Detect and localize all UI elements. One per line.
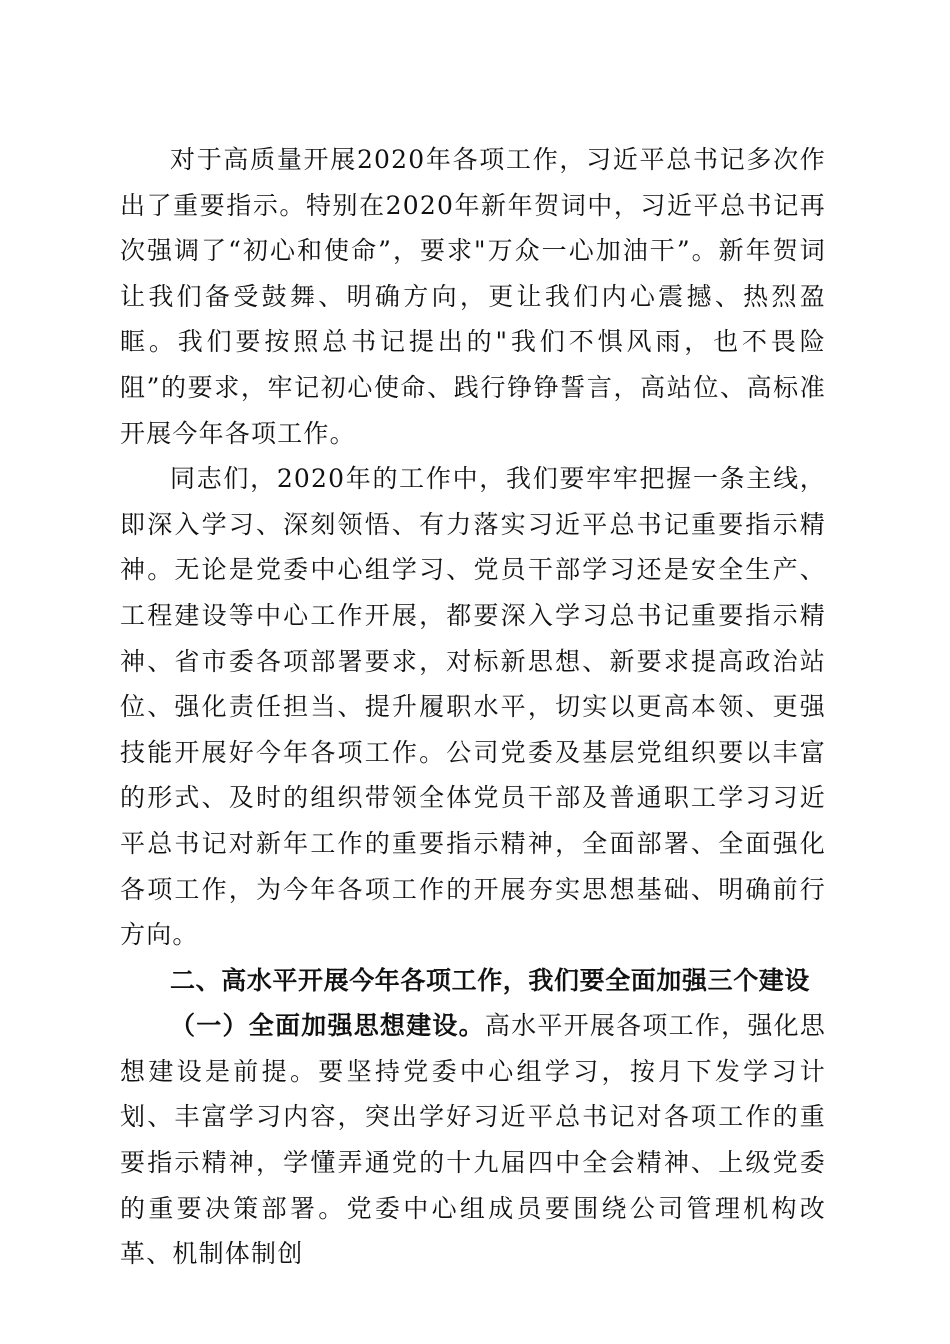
- body-paragraph-1: 对于高质量开展2020年各项工作，习近平总书记多次作出了重要指示。特别在2020年新年贺词中，习近平总书记再次强调了“初心和使命”，要求"万众一心加油干”。新年贺词让我们备受鼓舞、明确方向，更让我们内心震撼、热烈盈眶。我们要按照总书记提出的"我们不惧风雨，也不畏险阻”的要求，牢记初心使命、践行铮铮誓言，高站位、高标准开展今年各项工作。: [120, 145, 826, 448]
- subsection-body: 高水平开展各项工作，强化思想建设是前提。要坚持党委中心组学习，按月下发学习计划、丰富学习内容，突出学好习近平总书记对各项工作的重要指示精神，学懂弄通党的十九届四中全会精神、上级党委的重要决策部署。党委中心组成员要围绕公司管理机构改革、机制体制创: [120, 1011, 826, 1269]
- section-heading: 二、高水平开展今年各项工作，我们要全面加强三个建设: [170, 965, 811, 995]
- subsection-paragraph: [120, 1003, 826, 1277]
- subsection-lead: （一）全面加强思想建设。: [170, 1011, 485, 1041]
- body-paragraph-2: 同志们，2020年的工作中，我们要牢牢把握一条主线，即深入学习、深刻领悟、有力落实习近平总书记重要指示精神。无论是党委中心组学习、党员干部学习还是安全生产、工程建设等中心工作开展，都要深入学习总书记重要指示精神、省市委各项部署要求，对标新思想、新要求提高政治站位、强化责任担当、提升履职水平，切实以更高本领、更强技能开展好今年各项工作。公司党委及基层党组织要以丰富的形式、及时的组织带领全体党员干部及普通职工学习习近平总书记对新年工作的重要指示精神，全面部署、全面强化各项工作，为今年各项工作的开展夯实思想基础、明确前行方向。: [120, 464, 826, 950]
- document-body: [120, 137, 826, 1277]
